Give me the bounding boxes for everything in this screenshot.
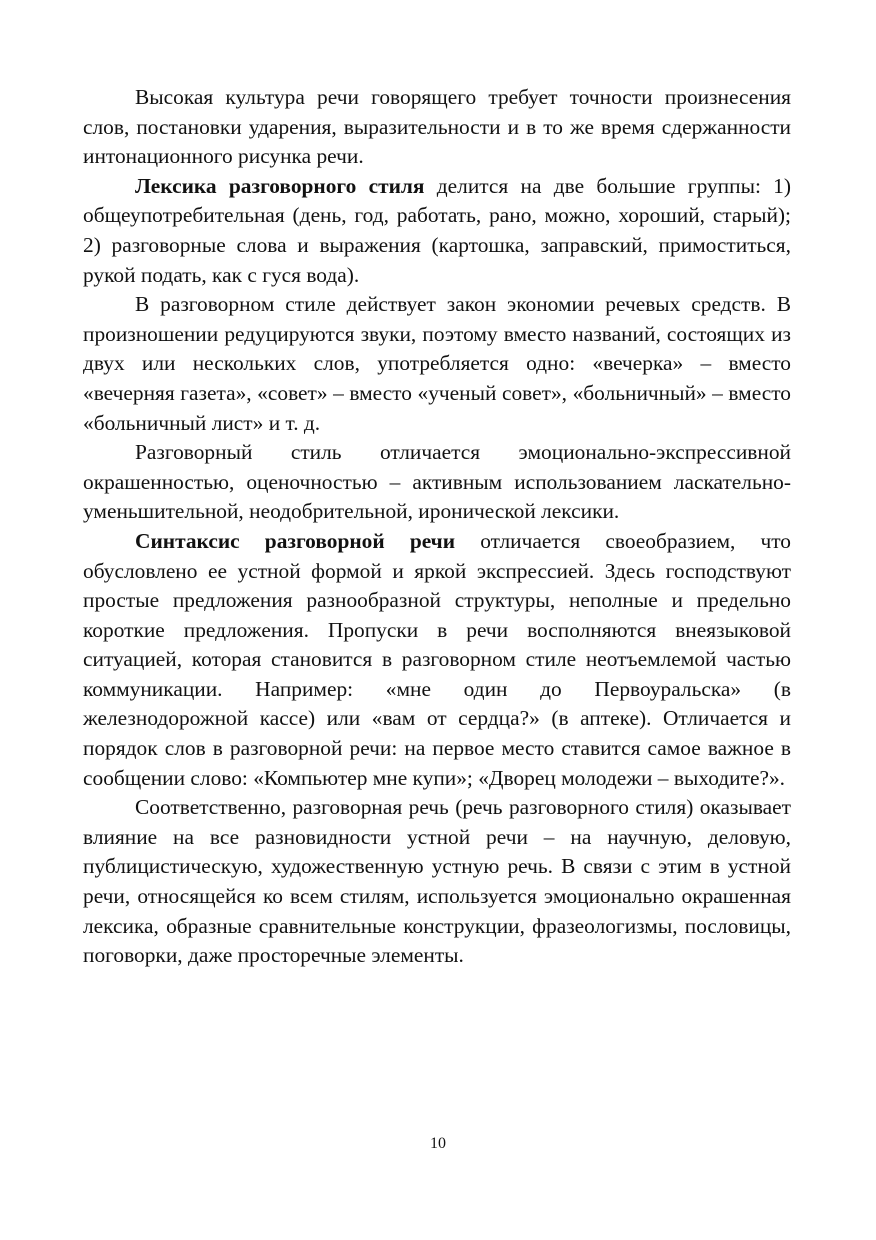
term-colloquial-vocabulary: Лексика разговорного стиля xyxy=(135,173,425,198)
term-colloquial-syntax: Синтаксис разговорной речи xyxy=(135,528,456,553)
body-text xyxy=(83,83,791,971)
paragraph-expressiveness xyxy=(83,438,791,527)
paragraph-text: Разговорный стиль отличается эмоционально-экспрессивной окрашенностью, оценочностью – активным использованием ласкательно-уменьшительной, неодобрительной, иронической лексики. xyxy=(83,440,791,524)
paragraph-text: Высокая культура речи говорящего требует точности произнесения слов, постановки ударения, выразительности и в то же время сдержанности интонационного рисунка речи. xyxy=(83,85,791,169)
paragraph-culture-of-speech xyxy=(83,83,791,172)
paragraph-text: Соответственно, разговорная речь (речь разговорного стиля) оказывает влияние на все разновидности устной речи – на научную, деловую, публицистическую, художественную устную речь. В связи с этим в устной речи, относящейся ко всем стилям, используется эмоционально окрашенная лексика, образные сравнительные конструкции, фразеологизмы, пословицы, поговорки, даже просторечные элементы. xyxy=(83,795,791,968)
paragraph-influence xyxy=(83,793,791,971)
page-number: 10 xyxy=(430,1135,446,1152)
paragraph-colloquial-vocabulary xyxy=(83,172,791,290)
paragraph-economy-law xyxy=(83,290,791,438)
paragraph-text: отличается своеобразием, что обусловлено ее устной формой и яркой экспрессией. Здесь господствуют простые предложения разнообразной структуры, неполные и предельно короткие предложения. Пропуски в речи восполняются внеязыковой ситуацией, которая становится в разговорном стиле неотъемлемой частью коммуникации. Например: «мне один до Первоуральска» (в железнодорожной кассе) или «вам от сердца?» (в аптеке). Отличается и порядок слов в разговорной речи: на первое место ставится самое важное в сообщении слово: «Компьютер мне купи»; «Дворец молодежи – выходите?». xyxy=(83,528,792,790)
paragraph-colloquial-syntax xyxy=(83,527,791,793)
paragraph-text: В разговорном стиле действует закон экономии речевых средств. В произношении редуцируются звуки, поэтому вместо названий, состоящих из двух или нескольких слов, употребляется одно: «вечерка» – вместо «вечерняя газета», «совет» – вместо «ученый совет», «больничный» – вместо «больничный лист» и т. д. xyxy=(83,292,791,435)
paragraph-text: делится на две большие группы: 1) общеупотребительная (день, год, работать, рано, можно, хороший, старый); 2) разговорные слова и выражения (картошка, заправский, примоститься, рукой подать, как с гуся вода). xyxy=(83,173,791,287)
